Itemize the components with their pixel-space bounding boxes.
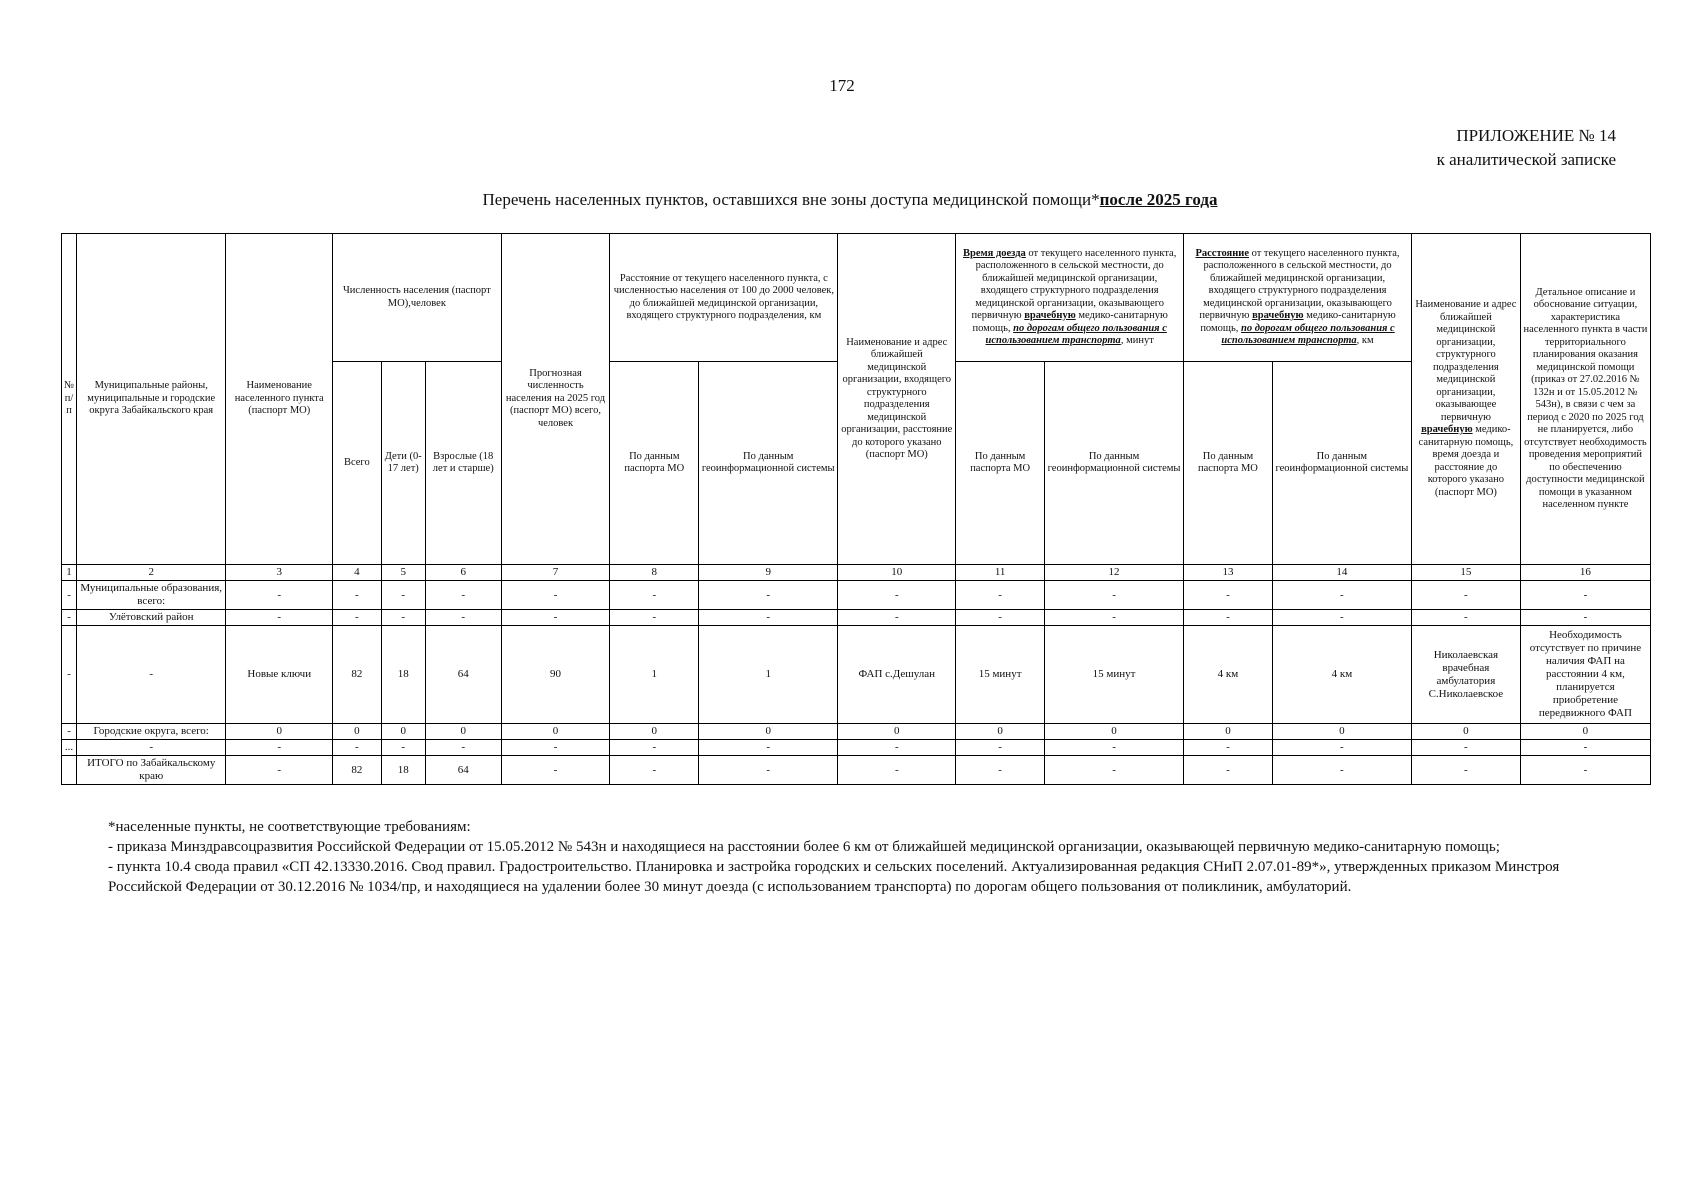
table-cell: - xyxy=(699,756,838,785)
table-cell: - xyxy=(62,581,77,610)
table-cell: - xyxy=(425,610,501,626)
table-cell: - xyxy=(610,610,699,626)
table-cell: 0 xyxy=(425,724,501,740)
table-row xyxy=(62,740,1651,756)
table-cell: 15 минут xyxy=(1044,626,1183,724)
table-cell: 0 xyxy=(1411,724,1520,740)
table-cell: Необходимость отсутствует по причине наличия ФАП на расстоянии 4 км, планируется приобретение передвижного ФАП xyxy=(1520,626,1650,724)
table-cell: - xyxy=(838,740,956,756)
table-cell: 18 xyxy=(381,626,425,724)
table-cell: - xyxy=(425,740,501,756)
col-number: 14 xyxy=(1272,565,1411,581)
header-time-u3: по дорогам общего пользования с использованием транспорта xyxy=(985,322,1167,346)
table-cell: - xyxy=(425,581,501,610)
table-cell: - xyxy=(77,626,226,724)
table-cell: 0 xyxy=(381,724,425,740)
table-cell: 0 xyxy=(610,724,699,740)
table-cell: - xyxy=(1272,610,1411,626)
table-cell: 0 xyxy=(956,724,1045,740)
table-cell: - xyxy=(1411,610,1520,626)
table-cell: - xyxy=(1411,756,1520,785)
appendix-line2: к аналитической записке xyxy=(1436,150,1616,169)
table-cell: 0 xyxy=(1520,724,1650,740)
title-main: Перечень населенных пунктов, оставшихся вне зоны доступа медицинской помощи* xyxy=(482,190,1100,209)
table-cell: - xyxy=(226,610,333,626)
table-cell: - xyxy=(699,581,838,610)
table-cell: 1 xyxy=(610,626,699,724)
table-cell: 0 xyxy=(1044,724,1183,740)
footnote-item-1: - приказа Минздравсоцразвития Российской Федерации от 15.05.2012 № 543н и находящиеся на расстоянии более 6 км от ближайшей медицинской организации, оказывающей первичную медико-санитарную помощь; xyxy=(108,839,1500,855)
table-cell: - xyxy=(226,756,333,785)
table-cell: 64 xyxy=(425,756,501,785)
table-cell: 0 xyxy=(501,724,610,740)
column-number-row xyxy=(62,565,1651,581)
col-number: 8 xyxy=(610,565,699,581)
table-cell: - xyxy=(699,610,838,626)
table-cell: 4 км xyxy=(1272,626,1411,724)
col-number: 6 xyxy=(425,565,501,581)
header-distance-group: Расстояние от текущего населенного пункта, с численностью населения от 100 до 2000 человек, до ближайшей медицинской организации, входящего структурного подразделения, км xyxy=(610,234,838,362)
table-body xyxy=(62,581,1651,785)
table-cell: - xyxy=(838,756,956,785)
header-dist2-t3: , км xyxy=(1356,335,1374,346)
header-col-6: Взрослые (18 лет и старше) xyxy=(425,362,501,565)
header-col-2: Муниципальные районы, муниципальные и городские округа Забайкальского края xyxy=(77,234,226,565)
table-cell: - xyxy=(501,756,610,785)
title-emphasis: после 2025 года xyxy=(1099,190,1218,209)
table-row xyxy=(62,581,1651,610)
col-number: 4 xyxy=(333,565,381,581)
table-row xyxy=(62,756,1651,785)
header-dist2-t2: медико-санитарную помощь, xyxy=(1200,310,1396,334)
header-time-t1: от текущего населенного пункта, расположенного в сельской местности, до ближайшей медицинской организации, входящего структурного подразделения медицинской организации, оказывающего первичную xyxy=(971,247,1177,321)
table-cell: - xyxy=(62,610,77,626)
table-cell: 0 xyxy=(1184,724,1273,740)
table-row xyxy=(62,610,1651,626)
header-row-1 xyxy=(62,234,1651,362)
header-col15-u: врачебную xyxy=(1421,424,1473,435)
table-cell: - xyxy=(610,740,699,756)
table-cell: - xyxy=(1520,756,1650,785)
header-col15-t1: Наименование и адрес ближайшей медицинской организации, структурного подразделения медицинской организации, оказывающее первичную xyxy=(1415,299,1517,423)
header-col-11: По данным паспорта МО xyxy=(956,362,1045,565)
table-cell: 0 xyxy=(226,724,333,740)
table-cell: - xyxy=(62,626,77,724)
appendix-line1: ПРИЛОЖЕНИЕ № 14 xyxy=(1456,126,1616,145)
table-cell: - xyxy=(226,740,333,756)
table-cell: - xyxy=(956,610,1045,626)
table-cell xyxy=(62,756,77,785)
table-cell: 90 xyxy=(501,626,610,724)
table-cell: 82 xyxy=(333,756,381,785)
header-col-14: По данным геоинформационной системы xyxy=(1272,362,1411,565)
header-col-12: По данным геоинформационной системы xyxy=(1044,362,1183,565)
table-cell: 0 xyxy=(699,724,838,740)
table-cell: Городские округа, всего: xyxy=(77,724,226,740)
table-cell: - xyxy=(956,756,1045,785)
header-col-15 xyxy=(1411,234,1520,565)
table-cell: 15 минут xyxy=(956,626,1045,724)
table-cell: - xyxy=(1184,740,1273,756)
table-cell: - xyxy=(1272,740,1411,756)
col-number: 13 xyxy=(1184,565,1273,581)
table-cell: - xyxy=(381,581,425,610)
table-cell: Улётовский район xyxy=(77,610,226,626)
header-time-group xyxy=(956,234,1184,362)
table-cell: 82 xyxy=(333,626,381,724)
col-number: 7 xyxy=(501,565,610,581)
table-cell: 64 xyxy=(425,626,501,724)
document-title xyxy=(0,190,1684,210)
table-cell: - xyxy=(1411,581,1520,610)
table-cell: ФАП с.Дешулан xyxy=(838,626,956,724)
table-cell: - xyxy=(77,740,226,756)
table-cell: - xyxy=(333,740,381,756)
table-cell: - xyxy=(1520,740,1650,756)
header-col-4: Всего xyxy=(333,362,381,565)
appendix-caption xyxy=(1437,124,1616,172)
table-cell: - xyxy=(1272,756,1411,785)
table-cell: - xyxy=(1272,581,1411,610)
table-cell: 0 xyxy=(1272,724,1411,740)
table-cell: - xyxy=(1184,610,1273,626)
table-cell: - xyxy=(501,581,610,610)
header-population-group: Численность населения (паспорт МО),человек xyxy=(333,234,501,362)
table-cell: - xyxy=(1184,756,1273,785)
table-cell: 4 км xyxy=(1184,626,1273,724)
table-cell: - xyxy=(838,581,956,610)
table-cell: - xyxy=(333,581,381,610)
table-cell: 0 xyxy=(333,724,381,740)
page-number: 172 xyxy=(829,76,855,95)
header-col-1: № п/п xyxy=(62,234,77,565)
table-cell: - xyxy=(501,740,610,756)
table-cell: - xyxy=(1044,610,1183,626)
table-cell: Николаевская врачебная амбулатория С.Николаевское xyxy=(1411,626,1520,724)
header-col-16: Детальное описание и обоснование ситуации, характеристика населенного пункта в части территориального планирования оказания медицинской помощи (приказ от 27.02.2016 № 132н и от 15.05.2012 № 543н), в связи с чем за период с 2020 по 2025 год не планируется, либо отсутствует необходимость проведения мероприятий по обеспечению доступности медицинской помощи в указанном населенном пункте xyxy=(1520,234,1650,565)
header-col-9: По данным геоинформационной системы xyxy=(699,362,838,565)
col-number: 9 xyxy=(699,565,838,581)
header-dist2-u1: Расстояние xyxy=(1195,247,1249,259)
header-col-13: По данным паспорта МО xyxy=(1184,362,1273,565)
table-cell: - xyxy=(501,610,610,626)
footnote-intro: *населенные пункты, не соответствующие требованиям: xyxy=(108,819,471,835)
table-cell: - xyxy=(1044,740,1183,756)
table-cell: - xyxy=(333,610,381,626)
table-cell: - xyxy=(1044,581,1183,610)
footnote-item-2: - пункта 10.4 свода правил «СП 42.13330.2016. Свод правил. Градостроительство. Планировка и застройка городских и сельских поселений. Актуализированная редакция СНиП 2.07.01-89*», утвержденных приказом Минстроя Российской Федерации от 30.12.2016 № 1034/пр, и находящиеся на удалении более 30 минут доезда (с использованием транспорта) по дорогам общего пользования от поликлиник, амбулаторий. xyxy=(108,859,1560,895)
col-number: 3 xyxy=(226,565,333,581)
table-cell: 18 xyxy=(381,756,425,785)
table-cell: - xyxy=(956,740,1045,756)
header-distance2-group xyxy=(1184,234,1412,362)
header-dist2-u3: по дорогам общего пользования с использованием транспорта xyxy=(1221,322,1395,346)
header-dist2-u2: врачебную xyxy=(1252,310,1304,321)
table-cell: Новые ключи xyxy=(226,626,333,724)
table-cell: - xyxy=(226,581,333,610)
table-cell: - xyxy=(1411,740,1520,756)
col-number: 11 xyxy=(956,565,1045,581)
table-cell: - xyxy=(610,756,699,785)
table-cell: - xyxy=(699,740,838,756)
header-col-5: Дети (0-17 лет) xyxy=(381,362,425,565)
settlements-table xyxy=(61,233,1651,785)
table-cell: - xyxy=(1044,756,1183,785)
header-time-t3: , минут xyxy=(1120,335,1154,346)
header-time-u1: Время доезда xyxy=(963,247,1026,259)
col-number: 1 xyxy=(62,565,77,581)
table-cell: - xyxy=(610,581,699,610)
table-cell: 1 xyxy=(699,626,838,724)
header-col15-t2: медико-санитарную помощь, время доезда и расстояние до которого указано (паспорт МО) xyxy=(1418,424,1514,498)
col-number: 5 xyxy=(381,565,425,581)
col-number: 2 xyxy=(77,565,226,581)
header-dist2-t1: от текущего населенного пункта, расположенного в сельской местности, до ближайшей медицинской организации, входящего структурного подразделения медицинской организации, оказывающего первичную xyxy=(1199,247,1400,321)
table-cell: - xyxy=(1520,610,1650,626)
col-number: 10 xyxy=(838,565,956,581)
table-cell: ИТОГО по Забайкальскому краю xyxy=(77,756,226,785)
table-row xyxy=(62,626,1651,724)
col-number: 16 xyxy=(1520,565,1650,581)
header-col-7: Прогнозная численность населения на 2025 год (паспорт МО) всего, человек xyxy=(501,234,610,565)
footnotes xyxy=(108,817,1608,897)
table-row xyxy=(62,724,1651,740)
col-number: 12 xyxy=(1044,565,1183,581)
table-cell: - xyxy=(381,740,425,756)
header-col-3: Наименование населенного пункта (паспорт МО) xyxy=(226,234,333,565)
table-cell: - xyxy=(1184,581,1273,610)
table-cell: - xyxy=(381,610,425,626)
table-cell: - xyxy=(956,581,1045,610)
table-cell: - xyxy=(62,724,77,740)
table-cell: Муниципальные образования, всего: xyxy=(77,581,226,610)
header-time-u2: врачебную xyxy=(1024,310,1076,321)
col-number: 15 xyxy=(1411,565,1520,581)
header-col-8: По данным паспорта МО xyxy=(610,362,699,565)
header-col-10: Наименование и адрес ближайшей медицинской организации, входящего структурного подразделения медицинской организации, расстояние до которого указано (паспорт МО) xyxy=(838,234,956,565)
header-time-t2: медико-санитарную помощь, xyxy=(972,310,1168,334)
table-cell: - xyxy=(838,610,956,626)
table-cell: - xyxy=(1520,581,1650,610)
table-cell: 0 xyxy=(838,724,956,740)
table-cell: ... xyxy=(62,740,77,756)
